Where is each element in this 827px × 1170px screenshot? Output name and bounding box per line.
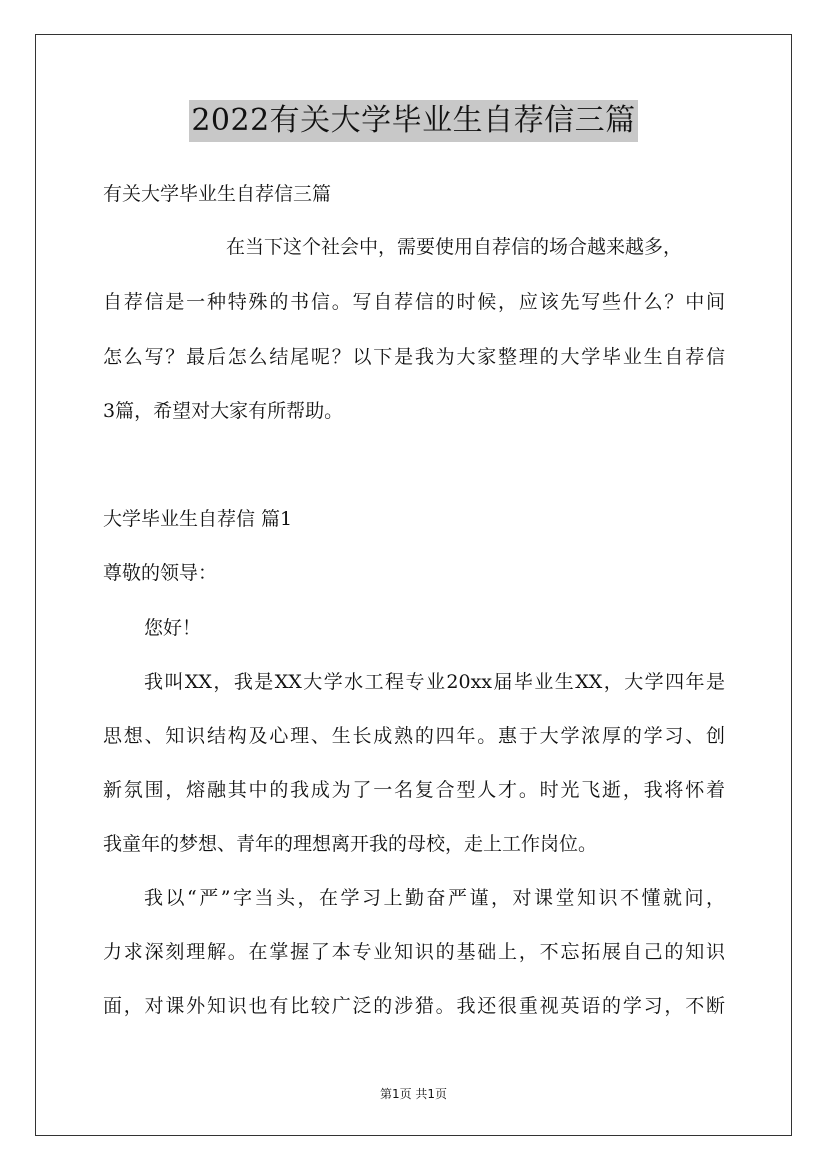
salutation: 尊敬的领导： bbox=[103, 562, 218, 584]
intro-line-2: 自荐信是一种特殊的书信。写自荐信的时候，应该先写些什么？中间 bbox=[103, 291, 725, 313]
intro-line-4: 3篇，希望对大家有所帮助。 bbox=[103, 400, 344, 422]
intro-line-1: 在当下这个社会中，需要使用自荐信的场合越来越多， bbox=[226, 236, 683, 258]
para2-line-2: 力求深刻理解。在掌握了本专业知识的基础上，不忘拓展自己的知识 bbox=[103, 941, 725, 963]
page-footer: 第1页 共1页 bbox=[379, 1087, 448, 1101]
title-container bbox=[0, 100, 827, 142]
para1-line-1: 我叫XX，我是XX大学水工程专业20xx届毕业生XX，大学四年是 bbox=[144, 671, 725, 693]
para1-line-3: 新氛围，熔融其中的我成为了一名复合型人才。时光飞逝，我将怀着 bbox=[103, 779, 725, 801]
document-title: 2022有关大学毕业生自荐信三篇 bbox=[189, 100, 637, 142]
para2-line-1: 我以“严”字当头，在学习上勤奋严谨，对课堂知识不懂就问， bbox=[144, 887, 725, 909]
para1-line-2: 思想、知识结构及心理、生长成熟的四年。惠于大学浓厚的学习、创 bbox=[103, 725, 725, 747]
para1-line-4: 我童年的梦想、青年的理想离开我的母校，走上工作岗位。 bbox=[103, 833, 598, 855]
intro-line-3: 怎么写？最后怎么结尾呢？以下是我为大家整理的大学毕业生自荐信 bbox=[103, 346, 725, 368]
greeting: 您好！ bbox=[144, 617, 202, 639]
para2-line-3: 面，对课外知识也有比较广泛的涉猎。我还很重视英语的学习，不断 bbox=[103, 995, 725, 1017]
section-heading: 大学毕业生自荐信 篇1 bbox=[103, 508, 293, 530]
subtitle: 有关大学毕业生自荐信三篇 bbox=[103, 183, 332, 205]
